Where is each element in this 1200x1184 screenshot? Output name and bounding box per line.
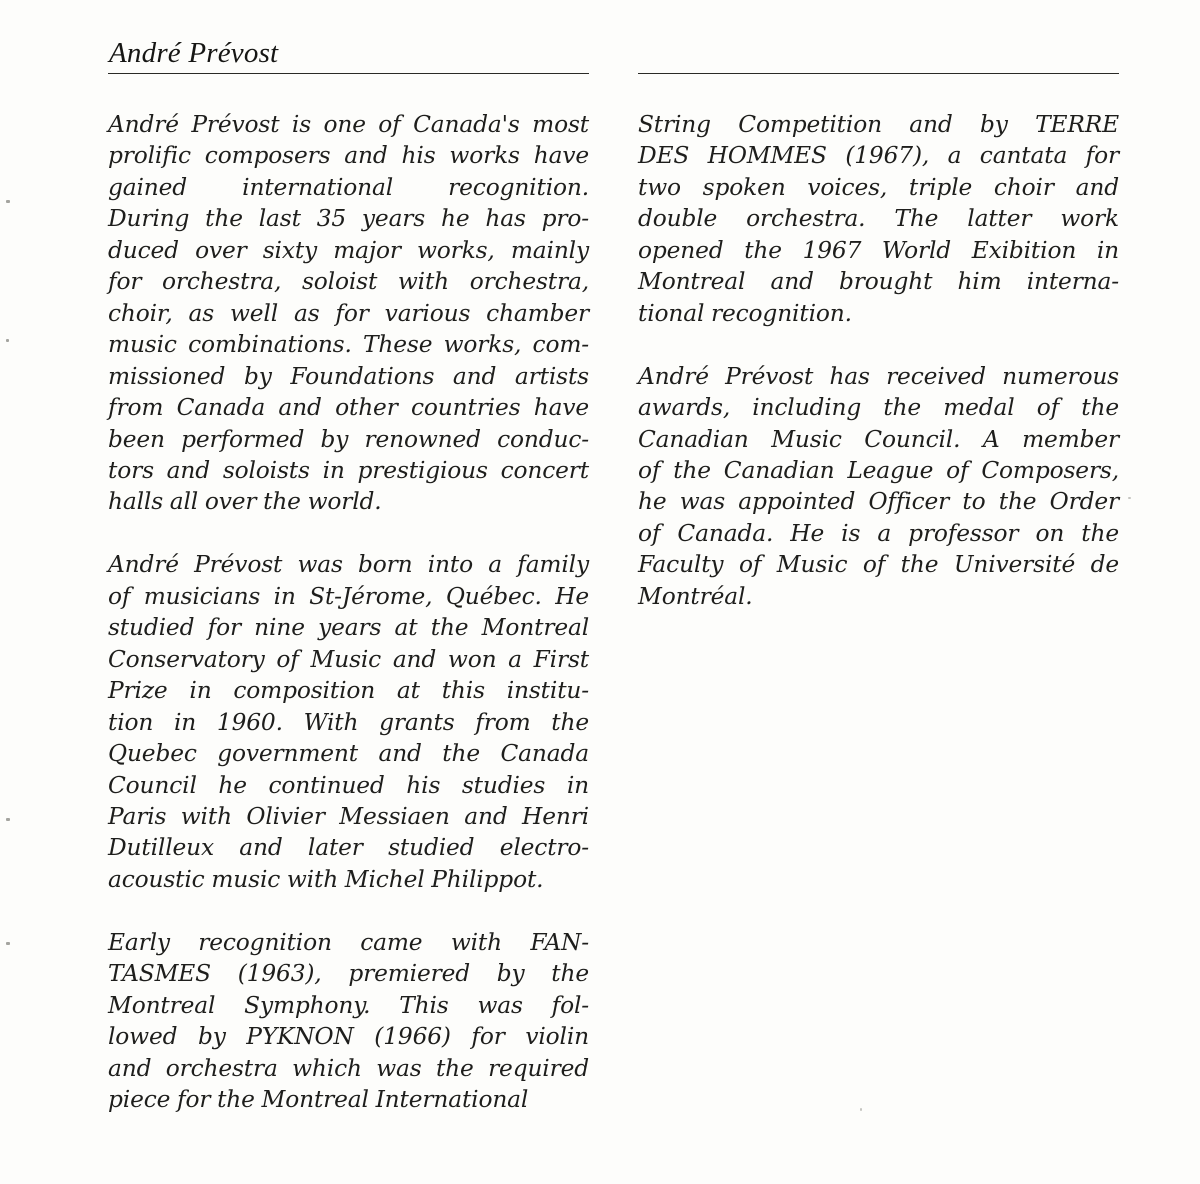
scan-speck [6,339,9,342]
text-line: music combinations. These works, com- [108,331,589,359]
left-header-rule [108,73,589,74]
scan-speck [6,818,10,821]
text-line: André Prévost has received numerous [638,362,1119,390]
text-line: DES HOMMES (1967), a cantata for [638,142,1119,170]
text-line: During the last 35 years he has pro- [108,205,589,233]
text-line: prolific composers and his works have [108,142,589,170]
text-line: from Canada and other countries have [108,394,589,422]
scan-speck [860,1108,862,1111]
text-line: of Canada. He is a professor on the [638,519,1119,547]
paragraph-early-recognition [108,927,589,1116]
text-line: André Prévost is one of Canada's most [108,111,589,138]
text-line: lowed by PYKNON (1966) for violin [108,1023,589,1051]
text-line: Paris with Olivier Messiaen and Henri [108,802,589,830]
right-text-column [638,109,1119,644]
text-line: awards, including the medal of the [638,394,1119,422]
text-line: Quebec government and the Canada [108,740,589,768]
left-text-column [108,109,589,1147]
text-line: missioned by Foundations and artists [108,362,589,390]
text-line: Council he continued his studies in [108,771,589,799]
right-header-rule [638,73,1119,74]
text-line: and orchestra which was the required [108,1054,589,1082]
text-line: tors and soloists in prestigious concert [108,456,589,484]
text-line: opened the 1967 World Exibition in [638,236,1119,264]
text-line: studied for nine years at the Montreal [108,614,589,642]
text-line: of the Canadian League of Composers, [638,456,1119,484]
text-line: tion in 1960. With grants from the [108,708,589,736]
text-line: Canadian Music Council. A member [638,425,1119,453]
text-line: TASMES (1963), premiered by the [108,960,589,988]
text-line: choir, as well as for various chamber [108,299,589,327]
text-line: Faculty of Music of the Université de [638,551,1119,579]
text-line: been performed by renowned conduc- [108,425,589,453]
text-line: halls all over the world. [108,488,382,516]
text-line: Conservatory of Music and won a First [108,645,589,673]
scan-speck [1128,497,1131,499]
text-line: he was appointed Officer to the Order [638,488,1119,516]
paragraph-terre-des-hommes [638,109,1119,329]
text-line: André Prévost was born into a family [108,551,589,579]
text-line: gained international recognition. [108,173,589,201]
text-line: piece for the Montreal International [108,1086,529,1114]
scan-speck [6,200,10,203]
text-line: double orchestra. The latter work [638,205,1119,233]
text-line: Prize in composition at this institu- [108,677,589,705]
text-line: Dutilleux and later studied electro- [108,834,589,862]
text-line: Montreal Symphony. This was fol- [108,991,589,1019]
paragraph-awards [638,361,1119,613]
scan-speck [6,942,10,945]
text-line: Early recognition came with FAN- [108,928,589,956]
text-line: Montréal. [638,582,753,610]
text-line: acoustic music with Michel Philippot. [108,865,544,893]
text-line: for orchestra, soloist with orchestra, [108,268,589,296]
text-line: two spoken voices, triple choir and [638,173,1119,201]
paragraph-biography [108,549,589,895]
text-line: Montreal and brought him interna- [638,268,1119,296]
text-line: String Competition and by TERRE [638,111,1119,138]
page-heading: André Prévost [109,37,279,69]
text-line: duced over sixty major works, mainly [108,236,589,264]
text-line: of musicians in St-Jérome, Québec. He [108,582,589,610]
paragraph-intro [108,109,589,518]
text-line: tional recognition. [638,299,852,327]
